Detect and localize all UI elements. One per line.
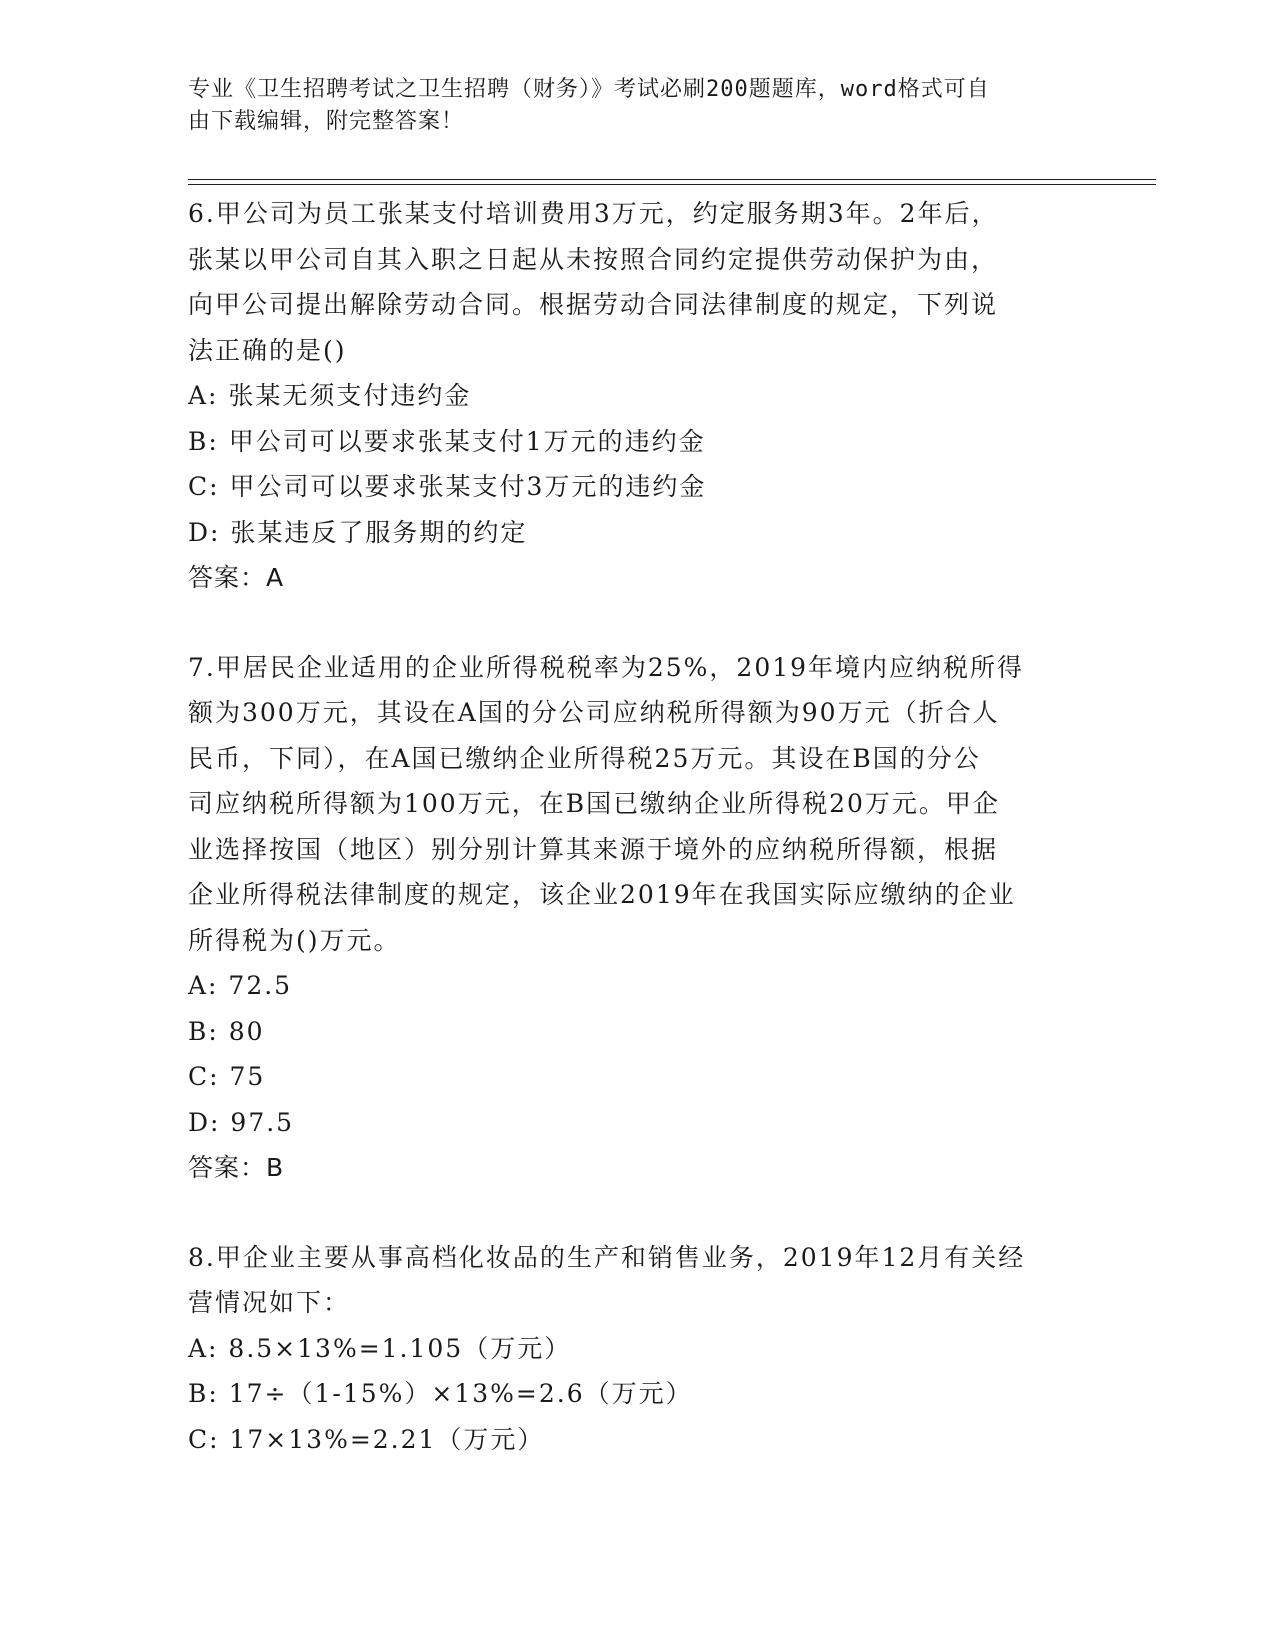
question-stem-line: 8.甲企业主要从事高档化妆品的生产和销售业务，2019年12月有关经 <box>188 1242 1026 1272</box>
question-stem-line: 民币，下同），在A国已缴纳企业所得税25万元。其设在B国的分公 <box>188 743 981 773</box>
question-stem-line: 张某以甲公司自其入职之日起从未按照合同约定提供劳动保护为由， <box>188 244 999 274</box>
answer-line: 答案：B <box>188 1153 285 1182</box>
document-header <box>188 74 1088 138</box>
question-stem-line: 企业所得税法律制度的规定，该企业2019年在我国实际应缴纳的企业 <box>188 880 1016 909</box>
header-rule-bottom <box>188 184 1156 185</box>
option-c: C: 甲公司可以要求张某支付3万元的违约金 <box>188 472 707 501</box>
option-c: C: 17×13%=2.21（万元） <box>188 1424 545 1454</box>
option-b: B: 80 <box>188 1016 265 1046</box>
option-a: A: 72.5 <box>188 971 293 1000</box>
question-stem-line: 司应纳税所得额为100万元，在B国已缴纳企业所得税20万元。甲企 <box>188 789 1000 818</box>
option-b: B: 甲公司可以要求张某支付1万元的违约金 <box>188 426 706 456</box>
question-spacer <box>188 1191 1088 1235</box>
header-line-2: 由下载编辑，附完整答案！ <box>188 109 465 134</box>
question-stem-line: 6.甲公司为员工张某支付培训费用3万元，约定服务期3年。2年后， <box>188 199 999 228</box>
header-rule-top <box>188 179 1156 180</box>
option-c: C: 75 <box>188 1062 266 1091</box>
question-stem-line: 向甲公司提出解除劳动合同。根据劳动合同法律制度的规定，下列说 <box>188 290 999 319</box>
option-d: D: 张某违反了服务期的约定 <box>188 517 528 547</box>
question-stem-line: 营情况如下： <box>188 1288 351 1317</box>
question-stem-line: 法正确的是() <box>188 335 347 365</box>
option-d: D: 97.5 <box>188 1107 295 1137</box>
question-list <box>188 191 1088 1462</box>
question-6 <box>188 191 1088 601</box>
header-line-1: 专业《卫生招聘考试之卫生招聘（财务）》考试必刷200题题库，word格式可自 <box>188 77 990 102</box>
question-stem-line: 7.甲居民企业适用的企业所得税税率为25%，2019年境内应纳税所得 <box>188 652 1025 682</box>
answer-line: 答案：A <box>188 563 285 592</box>
question-stem-line: 所得税为()万元。 <box>188 925 401 955</box>
question-stem-line: 业选择按国（地区）别分别计算其来源于境外的应纳税所得额，根据 <box>188 834 999 864</box>
option-a: A: 8.5×13%=1.105（万元） <box>188 1333 572 1363</box>
question-7 <box>188 645 1088 1191</box>
question-spacer <box>188 601 1088 645</box>
question-stem-line: 额为300万元，其设在A国的分公司应纳税所得额为90万元（折合人 <box>188 698 1000 727</box>
option-a: A: 张某无须支付违约金 <box>188 381 472 410</box>
option-b: B: 17÷（1-15%）×13%=2.6（万元） <box>188 1379 693 1408</box>
question-8 <box>188 1235 1088 1463</box>
